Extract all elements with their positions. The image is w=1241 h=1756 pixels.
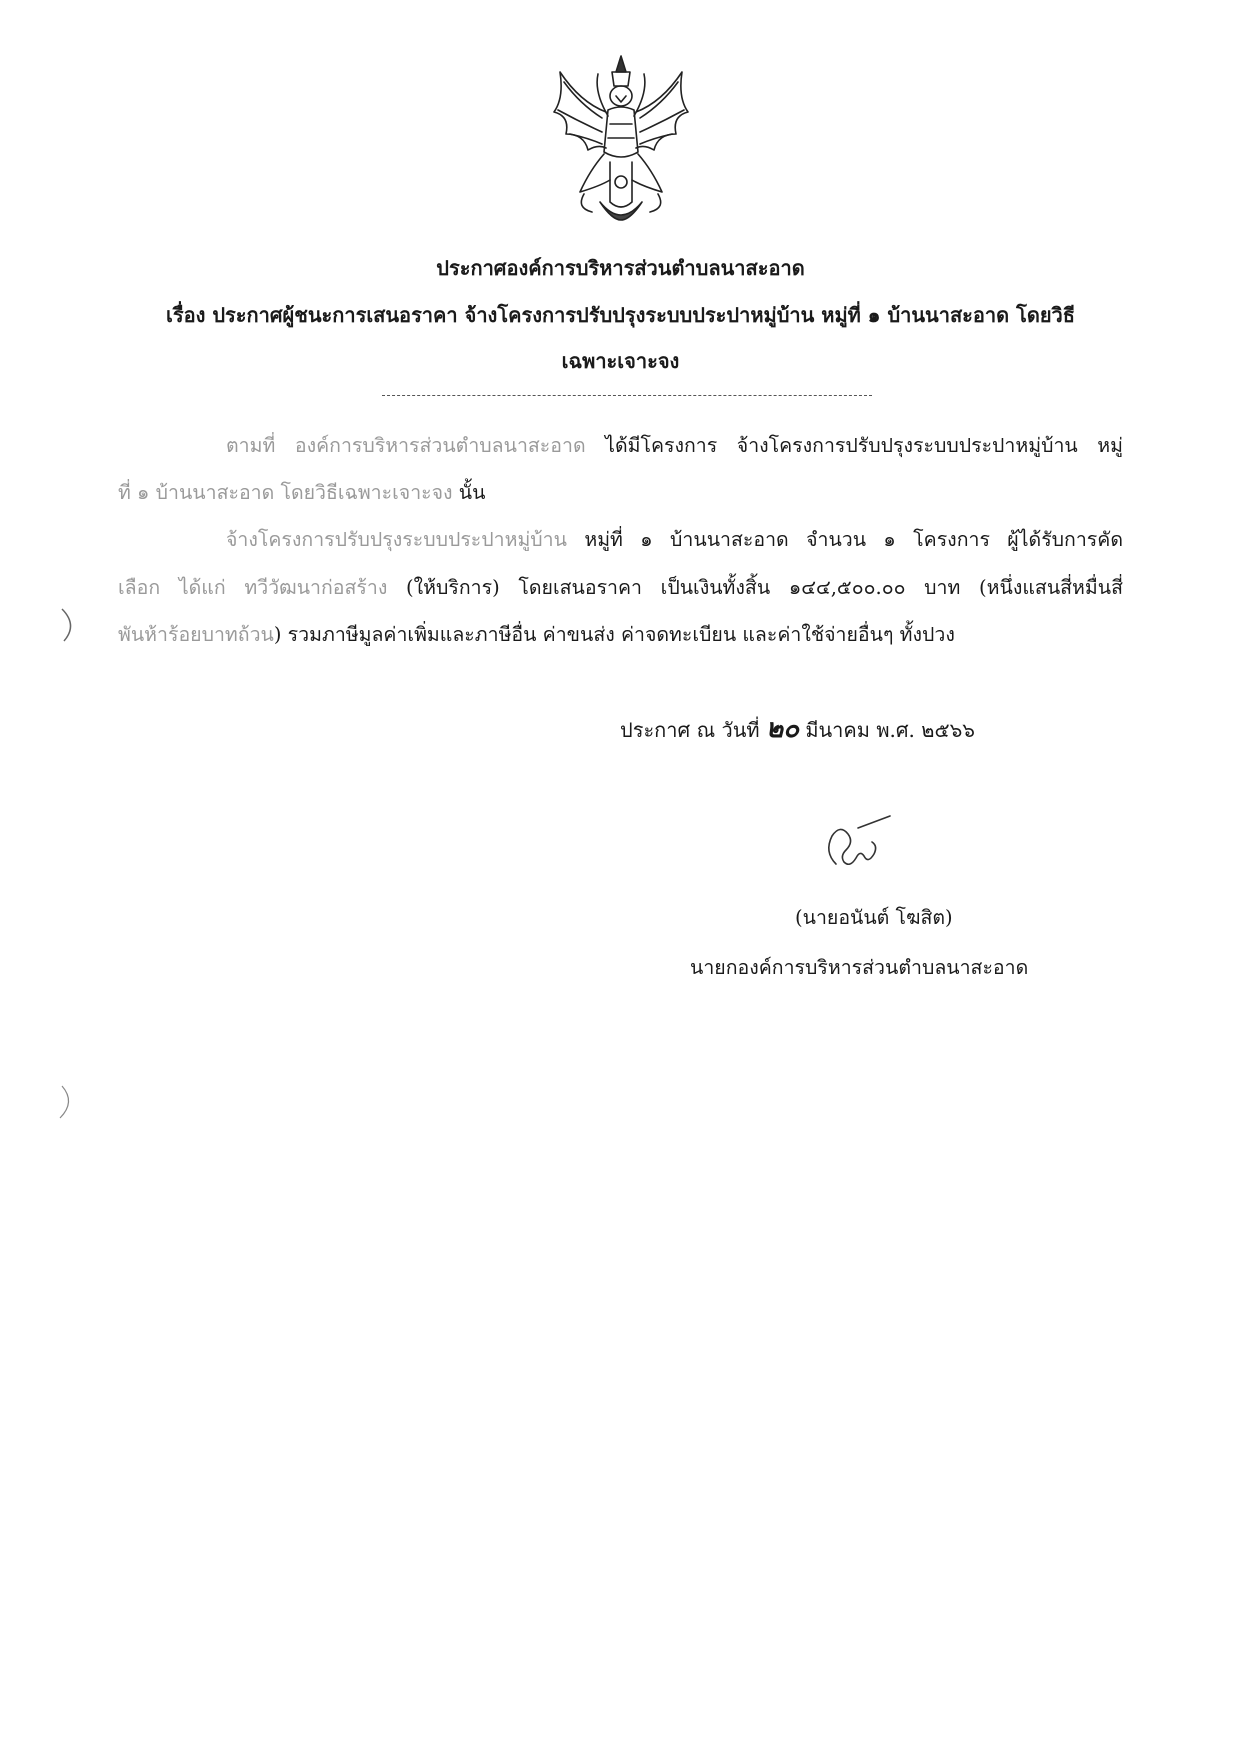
signer-position: นายกองค์การบริหารส่วนตำบลนาสะอาด: [690, 956, 1029, 979]
paragraph-2-line-1: จ้างโครงการปรับปรุงระบบประปาหมู่บ้าน หมู่ที่ ๑ บ้านนาสะอาด จำนวน ๑ โครงการ ผู้ได้รับการคัด: [226, 528, 1123, 551]
divider: [382, 395, 872, 396]
announcement-subject-line-1: เรื่อง ประกาศผู้ชนะการเสนอราคา จ้างโครงการปรับปรุงระบบประปาหมู่บ้าน หมู่ที่ ๑ บ้านนาสะอาด โดยวิธี: [166, 303, 1075, 327]
announcement-date: ประกาศ ณ วันที่ ๒๐ มีนาคม พ.ศ. ๒๕๖๖: [620, 714, 975, 744]
announcement-subject-line-2: เฉพาะเจาะจง: [561, 349, 680, 373]
punch-hole-mark: [58, 605, 80, 645]
signature-mark: [818, 812, 898, 870]
paragraph-1-line-1: ตามที่ องค์การบริหารส่วนตำบลนาสะอาด ได้มีโครงการ จ้างโครงการปรับปรุงระบบประปาหมู่บ้าน หมู่: [226, 434, 1123, 457]
announcement-day: ๒๐: [765, 714, 799, 744]
punch-hole-mark: [56, 1082, 78, 1122]
garuda-emblem-icon: [540, 52, 702, 230]
paragraph-1-line-2: ที่ ๑ บ้านนาสะอาด โดยวิธีเฉพาะเจาะจง นั้น: [118, 481, 486, 504]
announcement-title: ประกาศองค์การบริหารส่วนตำบลนาสะอาด: [436, 256, 805, 280]
signer-name: (นายอนันต์ โฆสิต): [795, 906, 953, 929]
paragraph-2-line-2: เลือก ได้แก่ ทวีวัฒนาก่อสร้าง (ให้บริการ) โดยเสนอราคา เป็นเงินทั้งสิ้น ๑๔๔,๕๐๐.๐๐ บาท (หนึ่งแสนสี่หมื่นสี่: [118, 576, 1123, 599]
paragraph-2-line-3: พันห้าร้อยบาทถ้วน) รวมภาษีมูลค่าเพิ่มและภาษีอื่น ค่าขนส่ง ค่าจดทะเบียน และค่าใช้จ่ายอื่นๆ ทั้งปวง: [118, 623, 955, 646]
